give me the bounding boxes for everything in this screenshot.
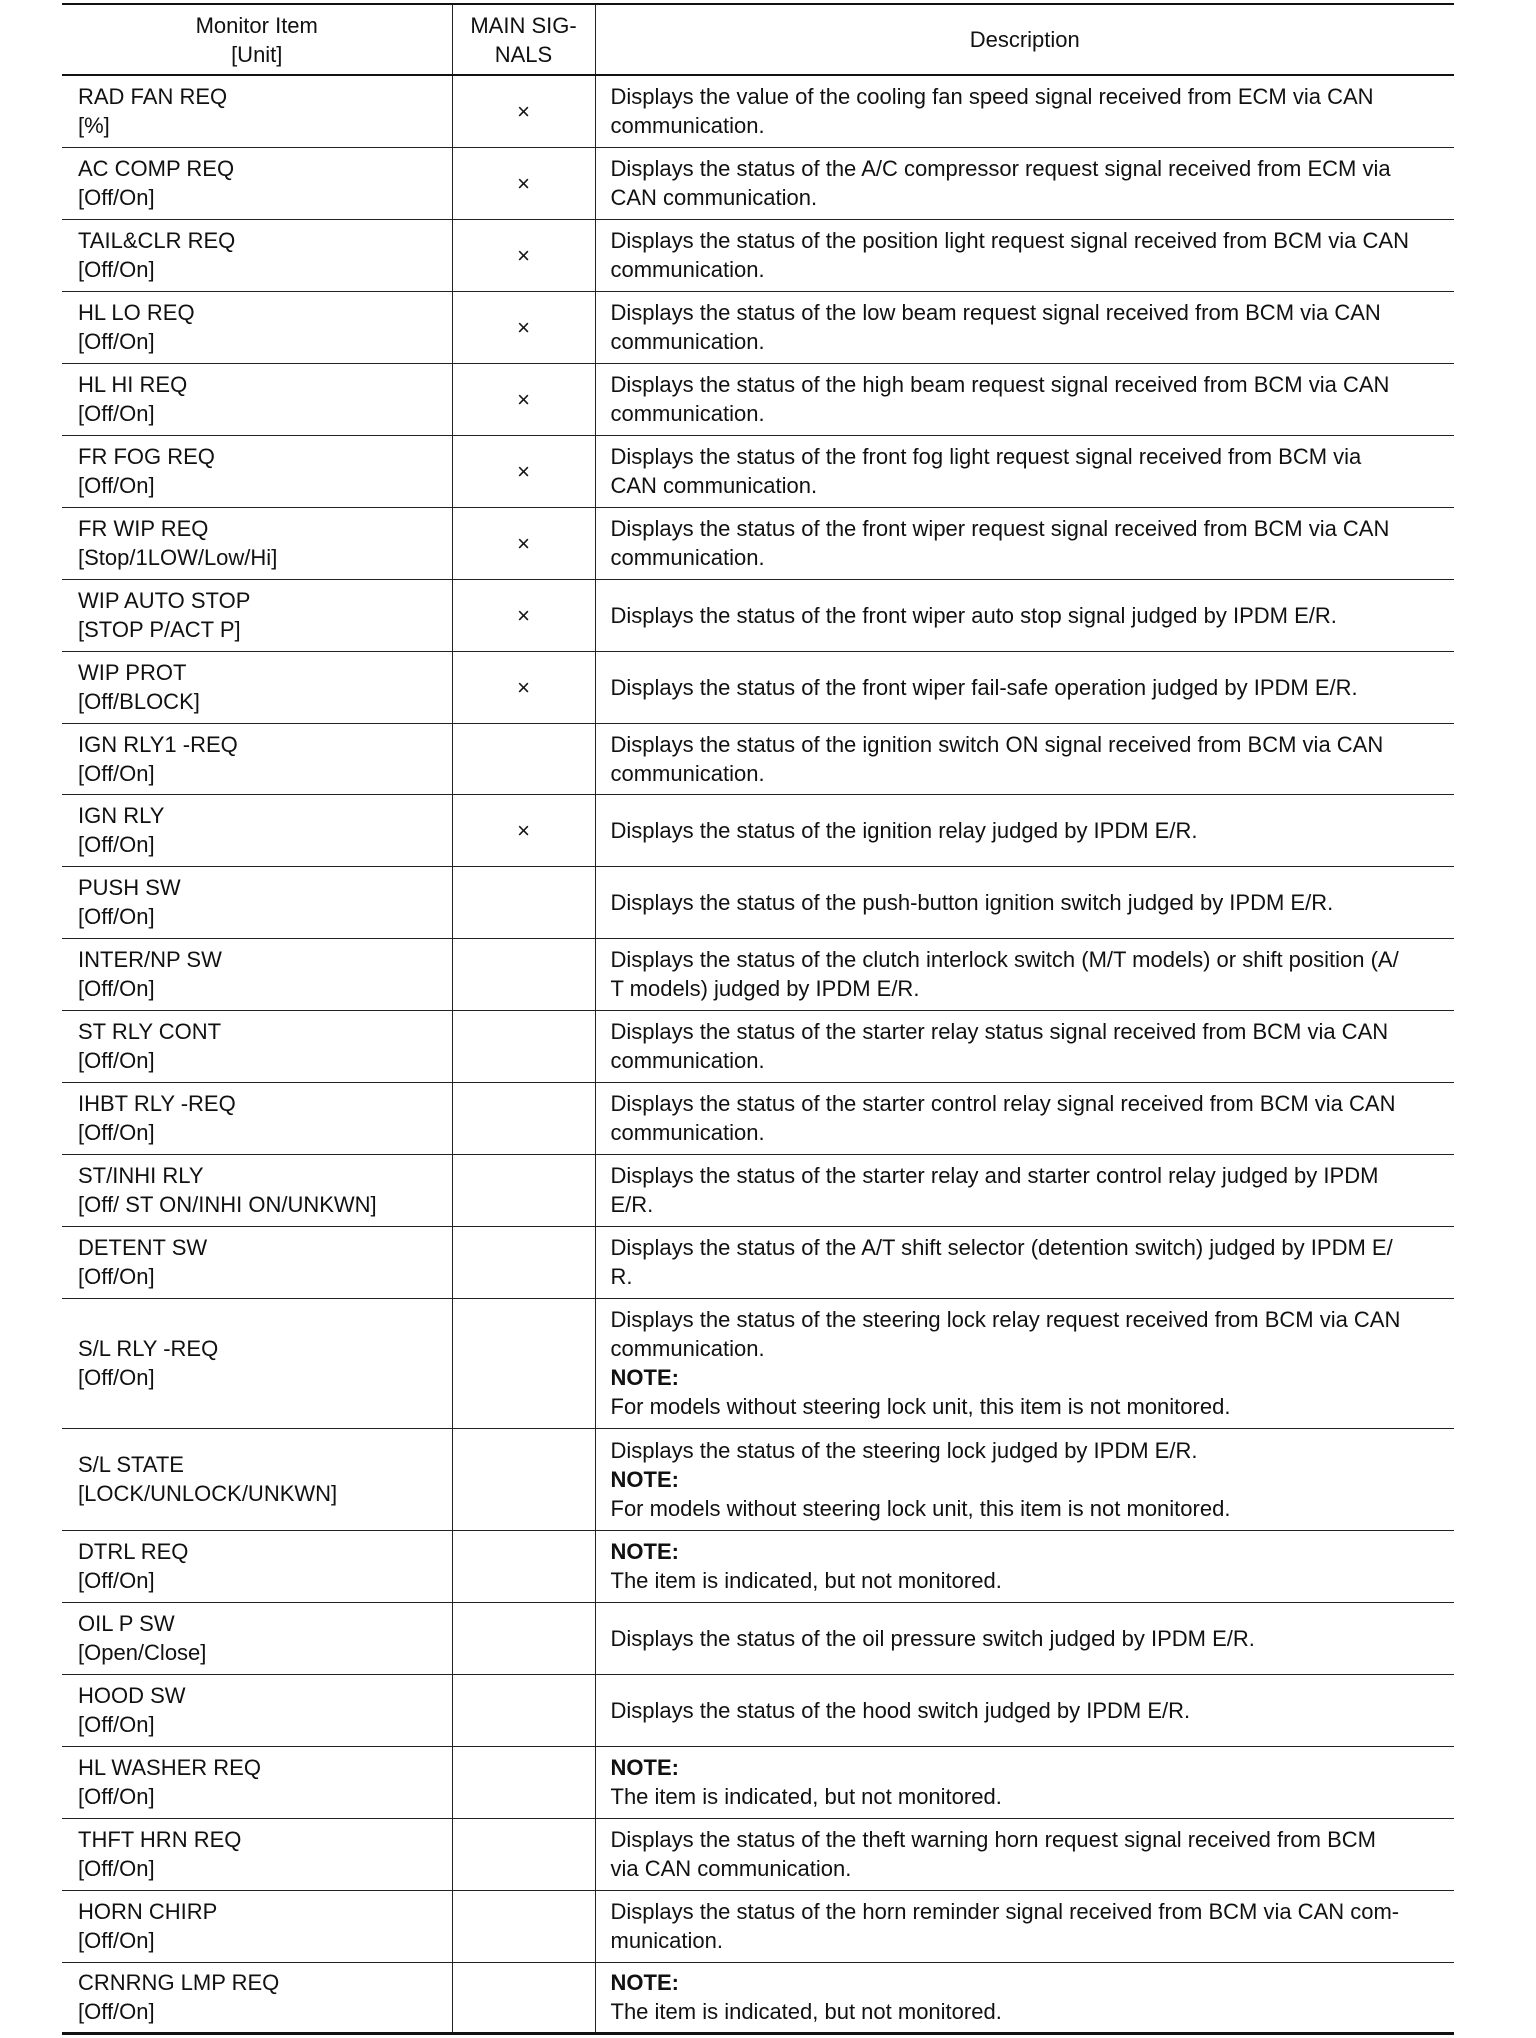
monitor-item-unit: [Off/On]: [78, 473, 155, 498]
table-row: [62, 291, 1454, 363]
description-cell: [595, 507, 1454, 579]
note-text: For models without steering lock unit, this item is not monitored.: [610, 1394, 1231, 1419]
monitor-item-cell: [62, 1890, 452, 1962]
monitor-item-unit: [%]: [78, 113, 110, 139]
monitor-item-unit: [Off/On]: [78, 976, 155, 1001]
description-text: Displays the status of the oil pressure switch judged by IPDM E/R.: [610, 1625, 1255, 1651]
description-text: Displays the status of the hood switch judged by IPDM E/R.: [610, 1697, 1191, 1723]
description-cell: [595, 1530, 1454, 1602]
monitor-item-name: IHBT RLY -REQ: [78, 1091, 236, 1116]
monitor-item-name: FR FOG REQ: [78, 444, 215, 469]
monitor-item-name: DTRL REQ: [78, 1539, 189, 1564]
monitor-item-unit: [Off/On]: [78, 401, 155, 426]
main-signal-mark: ×: [452, 147, 595, 219]
header-main-signals-line1: MAIN SIG-: [470, 12, 577, 38]
description-text: Displays the status of the front fog light request signal received from BCM via: [610, 444, 1362, 469]
header-row: [62, 4, 1454, 75]
monitor-item-name: TAIL&CLR REQ: [78, 228, 236, 253]
main-signal-mark: [452, 1154, 595, 1226]
description-text: communication.: [610, 329, 765, 354]
monitor-item-cell: [62, 1602, 452, 1674]
monitor-item-name: WIP PROT: [78, 660, 187, 685]
description-cell: [595, 219, 1454, 291]
description-text: Displays the status of the ignition switch ON signal received from BCM via CAN: [610, 731, 1384, 757]
description-cell: [595, 1428, 1454, 1530]
monitor-item-unit: [Off/On]: [78, 1928, 155, 1953]
monitor-item-sheet: [62, 3, 1454, 2035]
monitor-item-name: S/L RLY -REQ: [78, 1336, 219, 1361]
description-cell: [595, 1890, 1454, 1962]
monitor-item-unit: [Stop/1LOW/Low/Hi]: [78, 545, 278, 570]
description-text: via CAN communication.: [610, 1856, 852, 1881]
table-row: [62, 1530, 1454, 1602]
table-row: [62, 1010, 1454, 1082]
note-text: The item is indicated, but not monitored.: [610, 1999, 1002, 2024]
description-cell: [595, 75, 1454, 147]
main-signal-mark: [452, 1010, 595, 1082]
monitor-item-cell: [62, 1154, 452, 1226]
description-text: Displays the status of the front wiper fail-safe operation judged by IPDM E/R.: [610, 674, 1358, 700]
description-text: R.: [610, 1264, 633, 1289]
description-cell: [595, 363, 1454, 435]
description-cell: [595, 723, 1454, 794]
description-cell: [595, 1154, 1454, 1226]
description-text: Displays the status of the front wiper auto stop signal judged by IPDM E/R.: [610, 602, 1337, 628]
monitor-item-name: HL WASHER REQ: [78, 1755, 261, 1780]
main-signal-mark: [452, 938, 595, 1010]
main-signal-mark: [452, 1962, 595, 2033]
main-signal-mark: ×: [452, 435, 595, 507]
main-signal-mark: [452, 1674, 595, 1746]
monitor-item-cell: [62, 1082, 452, 1154]
monitor-item-unit: [Off/On]: [78, 257, 155, 282]
monitor-item-name: IGN RLY1 -REQ: [78, 731, 238, 757]
table-row: [62, 219, 1454, 291]
description-text: Displays the status of the starter control relay signal received from BCM via CAN: [610, 1091, 1396, 1116]
table-row: [62, 1746, 1454, 1818]
table-row: [62, 794, 1454, 866]
header-main-signals-line2: NALS: [494, 41, 553, 67]
table-row: [62, 938, 1454, 1010]
table-row: [62, 507, 1454, 579]
description-text: communication.: [610, 545, 765, 570]
monitor-item-unit: [Off/On]: [78, 760, 155, 786]
monitor-item-cell: [62, 291, 452, 363]
description-text: communication.: [610, 760, 765, 786]
monitor-item-unit: [Off/On]: [78, 329, 155, 354]
note-text: For models without steering lock unit, this item is not monitored.: [610, 1495, 1231, 1521]
monitor-item-unit: [Off/BLOCK]: [78, 689, 200, 714]
table-row: [62, 435, 1454, 507]
monitor-item-unit: [Off/On]: [78, 185, 155, 210]
description-cell: [595, 1226, 1454, 1298]
monitor-item-unit: [Off/On]: [78, 832, 155, 857]
header-description: Description: [595, 4, 1454, 75]
main-signal-mark: [452, 723, 595, 794]
description-text: Displays the status of the horn reminder signal received from BCM via CAN com-: [610, 1899, 1400, 1924]
description-cell: [595, 938, 1454, 1010]
description-cell: [595, 435, 1454, 507]
monitor-item-cell: [62, 1962, 452, 2033]
description-text: communication.: [610, 1048, 765, 1073]
monitor-item-name: DETENT SW: [78, 1235, 208, 1260]
main-signal-mark: ×: [452, 651, 595, 723]
monitor-item-cell: [62, 1226, 452, 1298]
monitor-item-unit: [Off/On]: [78, 1712, 155, 1737]
main-signal-mark: [452, 1428, 595, 1530]
table-row: [62, 75, 1454, 147]
monitor-item-cell: [62, 1428, 452, 1530]
description-cell: [595, 866, 1454, 938]
monitor-item-cell: [62, 363, 452, 435]
monitor-item-name: ST RLY CONT: [78, 1019, 222, 1044]
monitor-item-name: ST/INHI RLY: [78, 1163, 204, 1188]
description-text: Displays the status of the theft warning horn request signal received from BCM: [610, 1827, 1376, 1852]
monitor-item-cell: [62, 507, 452, 579]
table-row: [62, 1082, 1454, 1154]
table-row: [62, 363, 1454, 435]
description-cell: [595, 1082, 1454, 1154]
monitor-item-unit: [Off/On]: [78, 1784, 155, 1809]
monitor-item-cell: [62, 651, 452, 723]
description-cell: [595, 1818, 1454, 1890]
main-signal-mark: ×: [452, 363, 595, 435]
monitor-item-name: S/L STATE: [78, 1452, 184, 1477]
monitor-item-name: HOOD SW: [78, 1683, 186, 1708]
monitor-item-cell: [62, 1818, 452, 1890]
monitor-item-cell: [62, 435, 452, 507]
description-cell: [595, 291, 1454, 363]
monitor-item-name: WIP AUTO STOP: [78, 588, 251, 613]
description-text: Displays the status of the starter relay and starter control relay judged by IPDM: [610, 1163, 1379, 1188]
table-row: [62, 1602, 1454, 1674]
main-signal-mark: [452, 1746, 595, 1818]
table-row: [62, 723, 1454, 794]
monitor-item-name: RAD FAN REQ: [78, 84, 228, 110]
monitor-item-cell: [62, 147, 452, 219]
monitor-item-unit: [Off/On]: [78, 1120, 155, 1145]
monitor-item-name: AC COMP REQ: [78, 156, 235, 181]
monitor-item-name: INTER/NP SW: [78, 947, 222, 972]
monitor-item-name: CRNRNG LMP REQ: [78, 1970, 280, 1995]
description-text: communication.: [610, 257, 765, 282]
description-text: communication.: [610, 1336, 765, 1361]
monitor-item-unit: [STOP P/ACT P]: [78, 617, 241, 642]
main-signal-mark: [452, 1530, 595, 1602]
note-text: The item is indicated, but not monitored.: [610, 1784, 1002, 1809]
description-cell: [595, 1962, 1454, 2033]
description-text: Displays the status of the push-button ignition switch judged by IPDM E/R.: [610, 889, 1334, 915]
monitor-item-name: HL LO REQ: [78, 300, 195, 325]
description-text: CAN communication.: [610, 473, 818, 498]
main-signal-mark: [452, 1298, 595, 1428]
monitor-item-unit: [Off/ ST ON/INHI ON/UNKWN]: [78, 1192, 377, 1217]
note-label: NOTE:: [610, 1466, 679, 1492]
monitor-item-unit: [Off/On]: [78, 1365, 155, 1390]
monitor-item-unit: [LOCK/UNLOCK/UNKWN]: [78, 1481, 338, 1506]
header-monitor-item-label: Monitor Item: [195, 12, 318, 38]
header-monitor-item: [62, 4, 452, 75]
main-signal-mark: [452, 866, 595, 938]
note-label: NOTE:: [610, 1970, 679, 1995]
main-signal-mark: ×: [452, 75, 595, 147]
monitor-item-cell: [62, 75, 452, 147]
description-cell: [595, 1602, 1454, 1674]
main-signal-mark: ×: [452, 579, 595, 651]
description-text: Displays the status of the clutch interlock switch (M/T models) or shift position (A/: [610, 947, 1399, 972]
monitor-item-cell: [62, 219, 452, 291]
main-signal-mark: ×: [452, 507, 595, 579]
monitor-item-unit: [Off/On]: [78, 904, 155, 929]
note-text: The item is indicated, but not monitored.: [610, 1568, 1002, 1593]
monitor-item-unit: [Open/Close]: [78, 1640, 207, 1665]
description-cell: [595, 794, 1454, 866]
description-text: munication.: [610, 1928, 724, 1953]
description-text: Displays the status of the low beam request signal received from BCM via CAN: [610, 300, 1381, 325]
main-signal-mark: ×: [452, 794, 595, 866]
monitor-item-cell: [62, 1298, 452, 1428]
description-text: Displays the status of the steering lock relay request received from BCM via CAN: [610, 1307, 1401, 1332]
table-row: [62, 579, 1454, 651]
monitor-item-unit: [Off/On]: [78, 1856, 155, 1881]
monitor-item-name: OIL P SW: [78, 1611, 175, 1636]
monitor-item-cell: [62, 1674, 452, 1746]
table-row: [62, 1226, 1454, 1298]
table-row: [62, 147, 1454, 219]
monitor-item-cell: [62, 1746, 452, 1818]
monitor-item-cell: [62, 866, 452, 938]
description-text: communication.: [610, 113, 765, 139]
note-label: NOTE:: [610, 1539, 679, 1564]
description-text: Displays the status of the position light request signal received from BCM via CAN: [610, 228, 1409, 253]
main-signal-mark: [452, 1890, 595, 1962]
table-row: [62, 1298, 1454, 1428]
table-row: [62, 1962, 1454, 2033]
description-cell: [595, 147, 1454, 219]
monitor-item-name: FR WIP REQ: [78, 516, 209, 541]
main-signal-mark: [452, 1226, 595, 1298]
monitor-item-unit: [Off/On]: [78, 1568, 155, 1593]
description-cell: [595, 1010, 1454, 1082]
table-row: [62, 866, 1454, 938]
main-signal-mark: ×: [452, 219, 595, 291]
description-cell: [595, 651, 1454, 723]
monitor-item-unit: [Off/On]: [78, 1999, 155, 2024]
table-row: [62, 1674, 1454, 1746]
table-header: [62, 4, 1454, 75]
description-text: CAN communication.: [610, 185, 818, 210]
monitor-item-unit: [Off/On]: [78, 1048, 155, 1073]
main-signal-mark: ×: [452, 291, 595, 363]
table-row: [62, 1818, 1454, 1890]
monitor-item-name: HL HI REQ: [78, 372, 188, 397]
monitor-item-cell: [62, 1010, 452, 1082]
monitor-item-table: [62, 3, 1454, 2035]
description-text: E/R.: [610, 1192, 654, 1217]
description-cell: [595, 1674, 1454, 1746]
monitor-item-cell: [62, 1530, 452, 1602]
monitor-item-cell: [62, 579, 452, 651]
description-text: communication.: [610, 401, 765, 426]
table-row: [62, 1154, 1454, 1226]
main-signal-mark: [452, 1082, 595, 1154]
monitor-item-cell: [62, 938, 452, 1010]
table-body: [62, 75, 1454, 2033]
description-text: Displays the status of the front wiper request signal received from BCM via CAN: [610, 516, 1390, 541]
main-signal-mark: [452, 1602, 595, 1674]
monitor-item-cell: [62, 794, 452, 866]
description-text: communication.: [610, 1120, 765, 1145]
monitor-item-cell: [62, 723, 452, 794]
table-row: [62, 1890, 1454, 1962]
description-cell: [595, 579, 1454, 651]
monitor-item-name: PUSH SW: [78, 875, 181, 900]
header-main-signals: [452, 4, 595, 75]
table-row: [62, 651, 1454, 723]
description-text: Displays the value of the cooling fan speed signal received from ECM via CAN: [610, 84, 1374, 110]
monitor-item-name: HORN CHIRP: [78, 1899, 218, 1924]
description-text: T models) judged by IPDM E/R.: [610, 976, 920, 1001]
main-signal-mark: [452, 1818, 595, 1890]
description-text: Displays the status of the starter relay status signal received from BCM via CAN: [610, 1019, 1389, 1044]
note-label: NOTE:: [610, 1365, 679, 1390]
table-row: [62, 1428, 1454, 1530]
monitor-item-name: THFT HRN REQ: [78, 1827, 242, 1852]
description-text: Displays the status of the ignition relay judged by IPDM E/R.: [610, 817, 1198, 843]
description-cell: [595, 1298, 1454, 1428]
note-label: NOTE:: [610, 1755, 679, 1780]
description-text: Displays the status of the high beam request signal received from BCM via CAN: [610, 372, 1390, 397]
description-text: Displays the status of the A/T shift selector (detention switch) judged by IPDM E/: [610, 1235, 1393, 1260]
description-text: Displays the status of the A/C compressor request signal received from ECM via: [610, 156, 1391, 181]
monitor-item-name: IGN RLY: [78, 803, 165, 828]
description-cell: [595, 1746, 1454, 1818]
monitor-item-unit: [Off/On]: [78, 1264, 155, 1289]
description-text: Displays the status of the steering lock judged by IPDM E/R.: [610, 1437, 1198, 1463]
header-unit-label: [Unit]: [231, 41, 283, 67]
